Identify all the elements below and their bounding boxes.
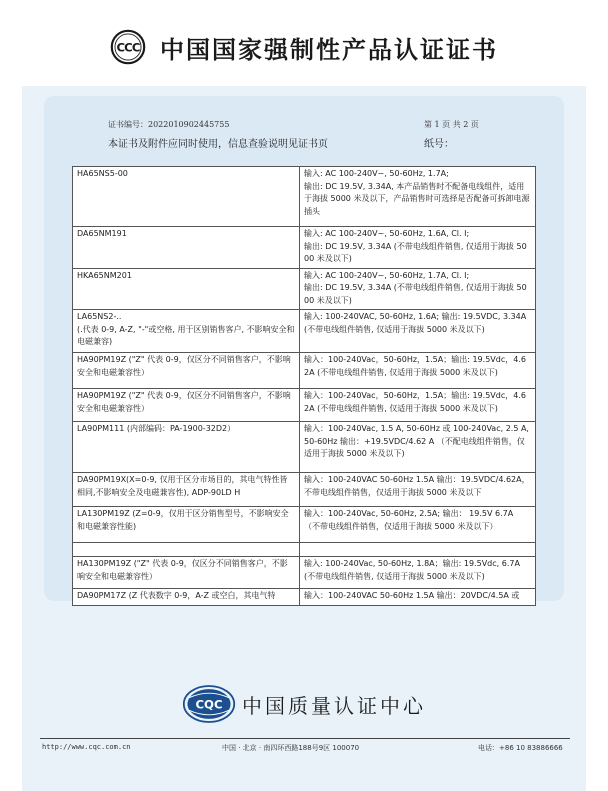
page-info: 第 1 页 共 2 页 — [424, 120, 479, 129]
model-cell — [73, 543, 300, 557]
product-spec-table — [72, 166, 536, 606]
table-row — [73, 557, 536, 589]
cert-number-label: 证书编号： — [108, 120, 148, 129]
spec-cell: 输入：100-240Vac, 50-60Hz, 2.5A; 输出： 19.5V 6.7A （不带电线组件销售，仅适用于海拔 5000 米及以下） — [300, 507, 536, 543]
table-row — [73, 389, 536, 422]
model-cell: DA90PM17Z (Z 代表数字 0-9，A-Z 或空白，其电气特 — [73, 589, 300, 606]
model-cell: LA130PM19Z (Z=0-9，仅用于区分销售型号，不影响安全和电磁兼容性能) — [73, 507, 300, 543]
cqc-logo-icon — [182, 684, 236, 724]
org-name: 中国质量认证中心 — [242, 693, 426, 718]
cqc-branding — [0, 682, 608, 726]
footer-url[interactable]: http://www.cqc.com.cn — [42, 743, 131, 751]
table-row — [73, 167, 536, 227]
spec-cell: 输入：100-240Vac，50-60Hz，1.5A；输出: 19.5Vdc，4.62A (不带电线组件销售, 仅适用于海拔 5000 米及以下) — [300, 389, 536, 422]
spec-cell: 输入: 100-240VAC, 50-60Hz, 1.6A; 输出: 19.5VDC, 3.34A (不带电线组件销售, 仅适用于海拔 5000 米及以下) — [300, 310, 536, 353]
table-row — [73, 543, 536, 557]
footer-divider — [40, 738, 570, 739]
model-cell: HA90PM19Z ("Z" 代表 0-9，仅区分不同销售客户，不影响安全和电磁兼容性） — [73, 353, 300, 389]
table-row — [73, 589, 536, 606]
spec-cell: 输入：100-240VAC 50-60Hz 1.5A 输出：20VDC/4.5A 或 — [300, 589, 536, 606]
model-cell: LA65NS2-.. (.代表 0-9, A-Z, "-"或空格, 用于区别销售客户, 不影响安全和电磁兼容) — [73, 310, 300, 353]
model-cell: HA130PM19Z ("Z" 代表 0-9，仅区分不同销售客户，不影响安全和电磁兼容性） — [73, 557, 300, 589]
model-cell: HKA65NM201 — [73, 268, 300, 310]
table-row — [73, 227, 536, 269]
footer-phone: 电话：+86 10 83886666 — [478, 744, 563, 752]
certificate-header — [0, 24, 608, 70]
table-row — [73, 310, 536, 353]
spec-cell: 输入：100-240VAC 50-60Hz 1.5A 输出：19.5VDC/4.62A，不带电线组件销售，仅适用于海拔 5000 米及以下 — [300, 473, 536, 507]
table-row — [73, 353, 536, 389]
model-cell: LA90PM111 (内部编码：PA-1900-32D2） — [73, 422, 300, 473]
usage-notice: 本证书及附件应同时使用，信息查验说明见证书页 — [108, 139, 328, 150]
spec-cell: 输入: 100-240Vac, 50-60Hz, 1.8A；输出: 19.5Vdc, 6.7A (不带电线组件销售, 仅适用于海拔 5000 米及以下) — [300, 557, 536, 589]
model-cell: HA90PM19Z ("Z" 代表 0-9，仅区分不同销售客户，不影响安全和电磁兼容性） — [73, 389, 300, 422]
model-cell: DA65NM191 — [73, 227, 300, 269]
cert-number — [108, 119, 229, 130]
spec-cell — [300, 543, 536, 557]
footer-address: 中国 · 北京 · 南四环西路188号9区 100070 — [222, 744, 360, 752]
table-row — [73, 473, 536, 507]
spec-cell: 输入: AC 100-240V~, 50-60Hz, 1.6A, Cl. I; 输出: DC 19.5V, 3.34A (不带电线组件销售, 仅适用于海拔 5000 米及以下) — [300, 227, 536, 269]
table-row — [73, 422, 536, 473]
ccc-mark-icon — [110, 29, 146, 65]
spec-cell: 输入：100-240Vac，50-60Hz，1.5A；输出: 19.5Vdc，4.62A (不带电线组件销售, 仅适用于海拔 5000 米及以下) — [300, 353, 536, 389]
cqc-logo-text: CQC — [195, 697, 223, 712]
model-cell: HA65NS5-00 — [73, 167, 300, 227]
cert-number-value: 2022010902445755 — [148, 120, 230, 129]
paper-number-label: 纸号： — [424, 139, 454, 150]
spec-cell: 输入：100-240Vac, 1.5 A, 50-60Hz 或 100-240Vac, 2.5 A, 50-60Hz 输出：+19.5VDC/4.62 A （不配电线组件销售，仅适用于海拔 5000 米及以下) — [300, 422, 536, 473]
table-row — [73, 268, 536, 310]
model-cell: DA90PM19X(X=0-9, 仅用于区分市场目的，其电气特性皆相同,不影响安全及电磁兼容性), ADP-90LD H — [73, 473, 300, 507]
spec-cell: 输入: AC 100-240V~, 50-60Hz, 1.7A; 输出: DC 19.5V, 3.34A, 本产品销售时不配备电线组件，适用于海拔 5000 米及以下，产品销售时可选择是否配备可拆卸电源插头 — [300, 167, 536, 227]
certificate-title: 中国国家强制性产品认证证书 — [160, 35, 498, 64]
table-row — [73, 507, 536, 543]
ccc-logo-text: CCC — [116, 40, 140, 55]
spec-cell: 输入: AC 100-240V~, 50-60Hz, 1.7A, Cl. I; 输出: DC 19.5V, 3.34A (不带电线组件销售, 仅适用于海拔 5000 米及以下) — [300, 268, 536, 310]
